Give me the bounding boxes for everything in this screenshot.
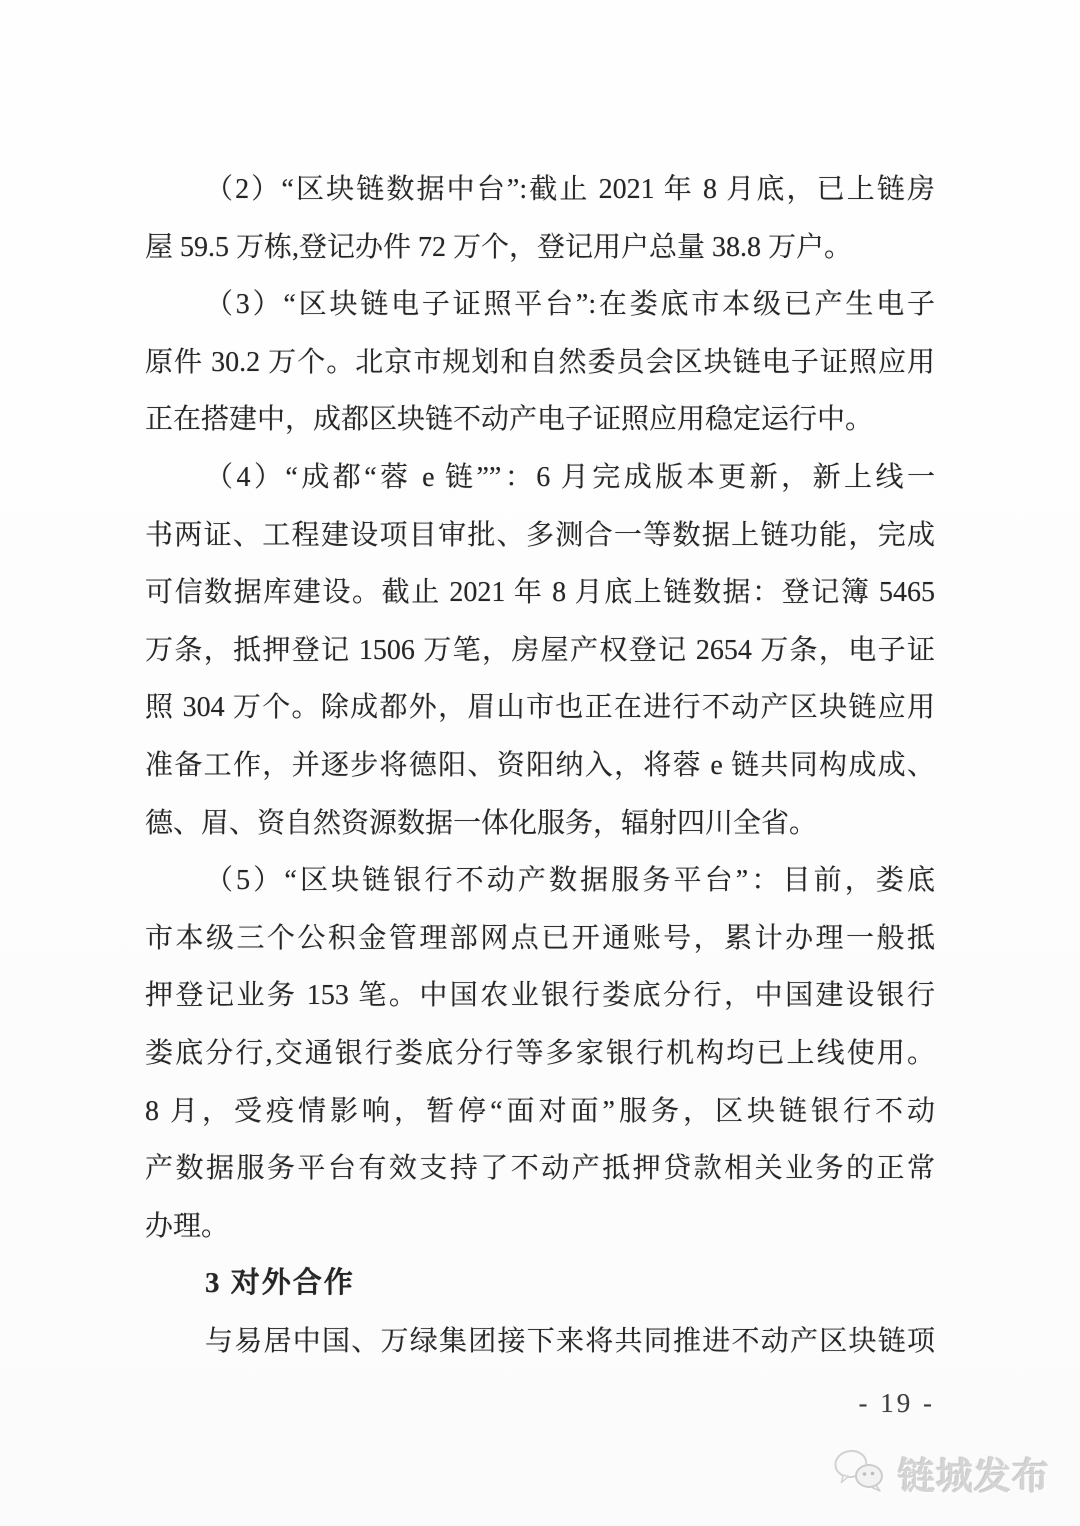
paragraph-line: （4）“成都“蓉 e 链””：6 月完成版本更新，新上线一: [205, 461, 935, 493]
paragraph-line: 8 月，受疫情影响，暂停“面对面”服务，区块链银行不动: [145, 1095, 935, 1127]
section-heading: 3 对外合作: [205, 1267, 355, 1300]
paragraph-line: 屋 59.5 万栋,登记办件 72 万个，登记用户总量 38.8 万户。: [145, 231, 853, 263]
paragraph-line: 娄底分行,交通银行娄底分行等多家银行机构均已上线使用。: [145, 1037, 935, 1069]
paragraph-line: 办理。: [145, 1210, 230, 1242]
paragraph-line: （3）“区块链电子证照平台”:在娄底市本级已产生电子: [205, 289, 935, 321]
watermark: [833, 1446, 1050, 1500]
paragraph-line: 与易居中国、万绿集团接下来将共同推进不动产区块链项: [205, 1325, 935, 1357]
wechat-logo-icon: [833, 1447, 891, 1499]
paragraph-line: 万条，抵押登记 1506 万笔，房屋产权登记 2654 万条，电子证: [145, 634, 935, 666]
paragraph-line: 准备工作，并逐步将德阳、资阳纳入，将蓉 e 链共同构成成、: [145, 749, 935, 781]
watermark-label: 链城发布: [898, 1456, 1050, 1497]
paragraph-line: 照 304 万个。除成都外，眉山市也正在进行不动产区块链应用: [145, 692, 935, 724]
paragraph-line: 德、眉、资自然资源数据一体化服务，辐射四川全省。: [145, 807, 818, 839]
paragraph-line: 可信数据库建设。截止 2021 年 8 月底上链数据：登记簿 5465: [145, 577, 935, 609]
paragraph-line: 市本级三个公积金管理部网点已开通账号，累计办理一般抵: [145, 922, 935, 954]
paragraph-line: 原件 30.2 万个。北京市规划和自然委员会区块链电子证照应用: [145, 346, 935, 378]
paragraph-line: 书两证、工程建设项目审批、多测合一等数据上链功能，完成: [145, 519, 935, 551]
document-body: [145, 161, 935, 1370]
paragraph-line: 产数据服务平台有效支持了不动产抵押贷款相关业务的正常: [145, 1153, 935, 1185]
paragraph-line: （2）“区块链数据中台”:截止 2021 年 8 月底，已上链房: [205, 174, 935, 205]
paragraph-line: 押登记业务 153 笔。中国农业银行娄底分行，中国建设银行: [145, 980, 935, 1012]
paragraph-line: （5）“区块链银行不动产数据服务平台”：目前，娄底: [205, 865, 935, 897]
page-number: - 19 -: [858, 1388, 935, 1418]
paragraph-line: 正在搭建中，成都区块链不动产电子证照应用稳定运行中。: [145, 404, 874, 436]
